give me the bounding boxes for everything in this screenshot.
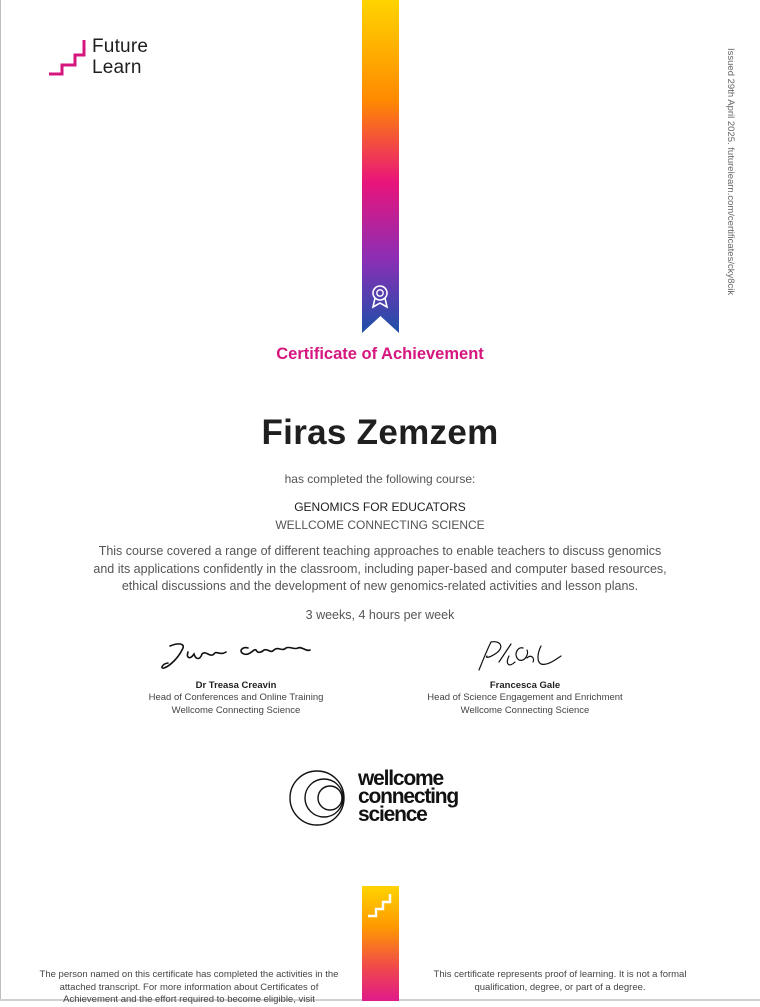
issued-text: Issued 29th April 2025. futurelearn.com/certificates/cky8cik: [725, 48, 736, 296]
signatory-left-org: Wellcome Connecting Science: [171, 705, 301, 716]
course-duration: 3 weeks, 4 hours per week: [305, 608, 455, 622]
footer-left-text: The person named on this certificate has completed the activities in the attached transcript. For more information about Certificates of Achievement and the effort required to become eligible, visit: [39, 969, 339, 1005]
signatory-left-role: Head of Conferences and Online Training: [148, 692, 324, 703]
certificate-title: Certificate of Achievement: [276, 345, 484, 363]
course-name: GENOMICS FOR EDUCATORS: [294, 500, 466, 514]
signatory-right-org: Wellcome Connecting Science: [460, 705, 590, 716]
completed-text: has completed the following course:: [284, 472, 476, 486]
footer-right-text: This certificate represents proof of learning. It is not a formal qualification, degree, or part of a degree.: [433, 969, 687, 993]
signatory-right: [415, 636, 635, 717]
wellcome-logo-icon: [288, 768, 348, 828]
steps-icon: [367, 893, 393, 919]
wellcome-wordmark: [358, 767, 459, 826]
course-description: This course covered a range of different teaching approaches to enable teachers to discuss genomics and its applications confidently in the classroom, including paper-based and computer based resources, ethical discussions and the development of new genomics-related activities and lesson plans.: [93, 544, 667, 593]
award-icon: [368, 283, 392, 309]
signatory-left: [126, 636, 346, 717]
futurelearn-logo-icon: [48, 38, 88, 78]
signatory-right-name: Francesca Gale: [489, 680, 561, 691]
wellcome-line-3: science: [358, 803, 427, 826]
futurelearn-logo: [48, 36, 168, 80]
signature-left: [156, 636, 316, 674]
course-organisation: WELLCOME CONNECTING SCIENCE: [275, 518, 485, 532]
signatory-left-name: Dr Treasa Creavin: [195, 680, 277, 691]
logo-line-2: Learn: [92, 57, 142, 78]
logo-wordmark: [92, 36, 148, 78]
wellcome-line-2: connecting: [358, 785, 459, 808]
logo-line-1: Future: [92, 36, 149, 57]
wellcome-logo: [288, 766, 488, 830]
recipient-name: Firas Zemzem: [261, 413, 499, 452]
signatory-right-role: Head of Science Engagement and Enrichment: [427, 692, 623, 703]
wellcome-line-1: wellcome: [358, 767, 443, 790]
signature-right: [465, 636, 585, 674]
